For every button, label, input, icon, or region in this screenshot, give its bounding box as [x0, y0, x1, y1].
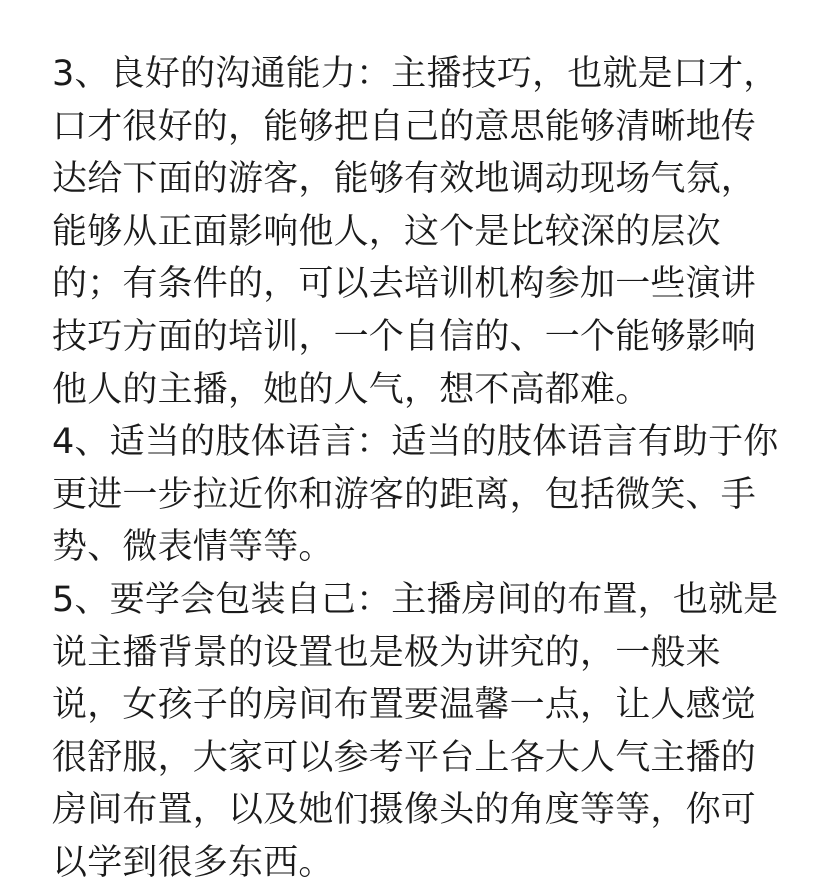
- text-line-1: 3、良好的沟通能力：主播技巧，也就是口才，: [52, 54, 779, 94]
- text-line-10: 势、微表情等等。: [52, 527, 334, 568]
- text-line-8: 4、适当的肢体语言：适当的肢体语言有助于你: [52, 422, 779, 463]
- text-line-16: 以学到很多东西。: [52, 842, 334, 883]
- text-line-13: 说，女孩子的房间布置要温馨一点，让人感觉: [52, 685, 757, 726]
- text-line-9: 更进一步拉近你和游客的距离，包括微笑、手: [52, 474, 757, 515]
- text-line-12: 说主播背景的设置也是极为讲究的，一般来: [52, 632, 721, 673]
- text-line-11: 5、要学会包装自己：主播房间的布置，也就是: [52, 579, 779, 620]
- text-line-3: 达给下面的游客，能够有效地调动现场气氛，: [52, 159, 757, 200]
- text-line-2: 口才很好的，能够把自己的意思能够清晰地传: [52, 106, 757, 147]
- text-line-6: 技巧方面的培训，一个自信的、一个能够影响: [52, 316, 757, 357]
- text-line-14: 很舒服，大家可以参考平台上各大人气主播的: [52, 737, 757, 778]
- text-line-5: 的；有条件的，可以去培训机构参加一些演讲: [52, 264, 757, 305]
- text-block: [52, 48, 812, 890]
- text-line-15: 房间布置，以及她们摄像头的角度等等，你可: [52, 790, 757, 831]
- text-line-4: 能够从正面影响他人，这个是比较深的层次: [52, 211, 721, 252]
- text-line-7: 他人的主播，她的人气，想不高都难。: [52, 369, 651, 410]
